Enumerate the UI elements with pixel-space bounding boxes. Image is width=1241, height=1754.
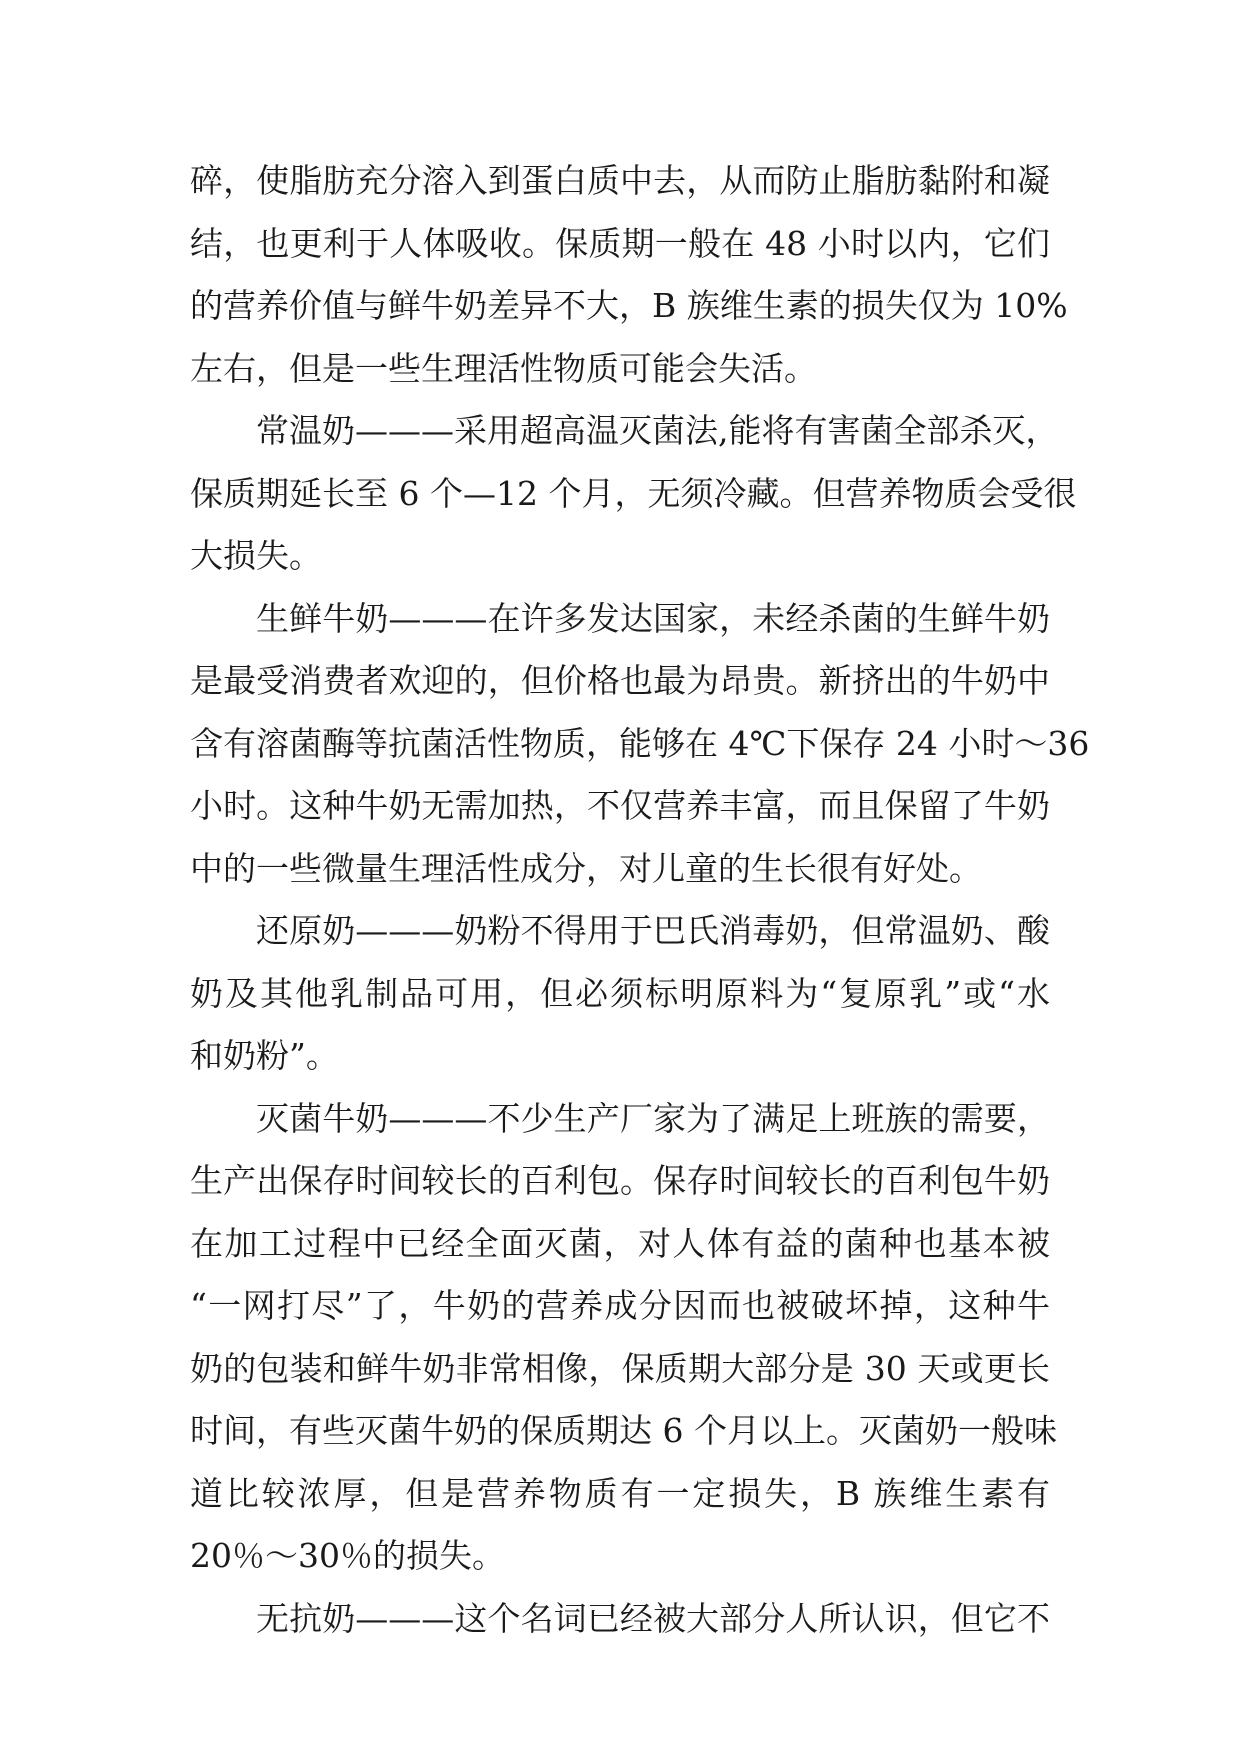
text-line: 是最受消费者欢迎的，但价格也最为昂贵。新挤出的牛奶中 (190, 661, 1050, 700)
text-line: 结，也更利于人体吸收。保质期一般在 48 小时以内，它们 (190, 223, 1050, 263)
paragraph-antibiotic-free-milk (190, 1588, 1050, 1651)
text-line: 小时。这种牛奶无需加热，不仅营养丰富，而且保留了牛奶 (190, 786, 1050, 825)
text-line: 中的一些微量生理活性成分，对儿童的生长很有好处。 (190, 848, 982, 888)
text-line: 的营养价值与鲜牛奶差异不大，B 族维生素的损失仅为 10% (190, 286, 1068, 325)
text-line: 常温奶———采用超高温灭菌法,能将有害菌全部杀灭， (256, 411, 1059, 450)
text-line: 还原奶———奶粉不得用于巴氏消毒奶，但常温奶、酸 (256, 911, 1050, 950)
text-line: 20％～30％的损失。 (190, 1536, 505, 1575)
text-line: 含有溶菌酶等抗菌活性物质，能够在 4℃下保存 24 小时～36 (190, 723, 1090, 763)
text-line: 大损失。 (190, 536, 322, 575)
text-line: 在加工过程中已经全面灭菌，对人体有益的菌种也基本被 (190, 1223, 1050, 1263)
text-line: 保质期延长至 6 个—12 个月，无须冷藏。但营养物质会受很 (190, 473, 1077, 513)
text-line: 无抗奶———这个名词已经被大部分人所认识，但它不 (256, 1598, 1050, 1638)
paragraph-sterilized-milk (190, 1088, 1057, 1588)
text-line: 左右，但是一些生理活性物质可能会失活。 (190, 348, 817, 388)
text-line: 奶及其他乳制品可用，但必须标明原料为“复原乳”或“水 (190, 973, 1050, 1013)
paragraph-room-temperature-milk (190, 400, 1077, 588)
text-line: 生鲜牛奶———在许多发达国家，未经杀菌的生鲜牛奶 (256, 598, 1050, 638)
text-line: 奶的包装和鲜牛奶非常相像，保质期大部分是 30 天或更长 (190, 1348, 1050, 1388)
paragraph-reconstituted-milk (190, 900, 1050, 1088)
text-line: “一网打尽”了，牛奶的营养成分因而也被破坏掉，这种牛 (190, 1286, 1050, 1325)
text-line: 和奶粉”。 (190, 1036, 339, 1075)
text-line: 生产出保存时间较长的百利包。保存时间较长的百利包牛奶 (190, 1161, 1050, 1200)
document-body (190, 150, 1090, 1650)
text-line: 灭菌牛奶———不少生产厂家为了满足上班族的需要， (256, 1098, 1050, 1138)
paragraph-raw-milk (190, 588, 1090, 901)
text-line: 道比较浓厚，但是营养物质有一定损失，B 族维生素有 (190, 1473, 1050, 1513)
paragraph-pasteurized-milk-continued (190, 150, 1068, 400)
text-line: 碎，使脂肪充分溶入到蛋白质中去，从而防止脂肪黏附和凝 (190, 161, 1050, 200)
text-line: 时间，有些灭菌牛奶的保质期达 6 个月以上。灭菌奶一般味 (190, 1411, 1057, 1450)
